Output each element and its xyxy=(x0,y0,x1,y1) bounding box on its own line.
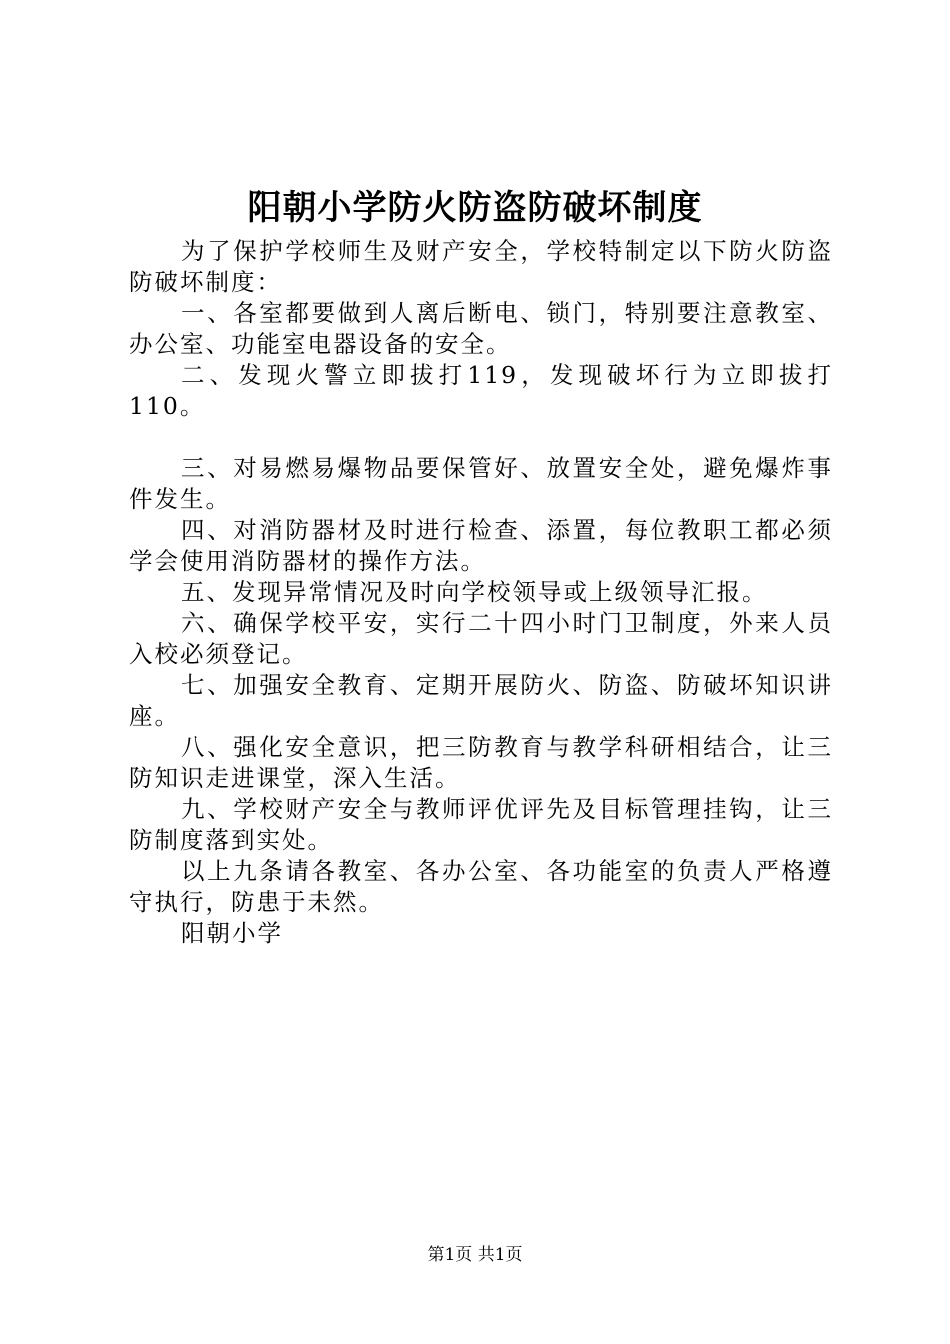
document-title: 阳朝小学防火防盗防破坏制度 xyxy=(247,188,703,228)
rule-item-4: 四、对消防器材及时进行检查、添置，每位教职工都必须学会使用消防器材的操作方法。 xyxy=(129,516,833,575)
rule-item-1: 一、各室都要做到人离后断电、锁门，特别要注意教室、办公室、功能室电器设备的安全。 xyxy=(129,299,833,358)
rule-item-5: 五、发现异常情况及时向学校领导或上级领导汇报。 xyxy=(181,578,768,606)
closing-paragraph: 以上九条请各教室、各办公室、各功能室的负责人严格遵守执行，防患于未然。 xyxy=(129,857,833,916)
rule-item-2: 二、发现火警立即拔打119，发现破坏行为立即拔打110。 xyxy=(129,361,833,420)
rule-item-6: 六、确保学校平安，实行二十四小时门卫制度，外来人员入校必须登记。 xyxy=(129,609,833,668)
document-body xyxy=(129,236,833,949)
rule-item-9: 九、学校财产安全与教师评优评先及目标管理挂钩，让三防制度落到实处。 xyxy=(129,795,833,854)
intro-paragraph: 为了保护学校师生及财产安全，学校特制定以下防火防盗防破坏制度： xyxy=(129,237,833,296)
page-footer: 第1页 共1页 xyxy=(427,1245,523,1265)
rule-item-3: 三、对易燃易爆物品要保管好、放置安全处，避免爆炸事件发生。 xyxy=(129,454,833,513)
signature: 阳朝小学 xyxy=(181,919,283,947)
rule-item-8: 八、强化安全意识，把三防教育与教学科研相结合，让三防知识走进课堂，深入生活。 xyxy=(129,733,833,792)
rule-item-7: 七、加强安全教育、定期开展防火、防盗、防破坏知识讲座。 xyxy=(129,671,833,730)
